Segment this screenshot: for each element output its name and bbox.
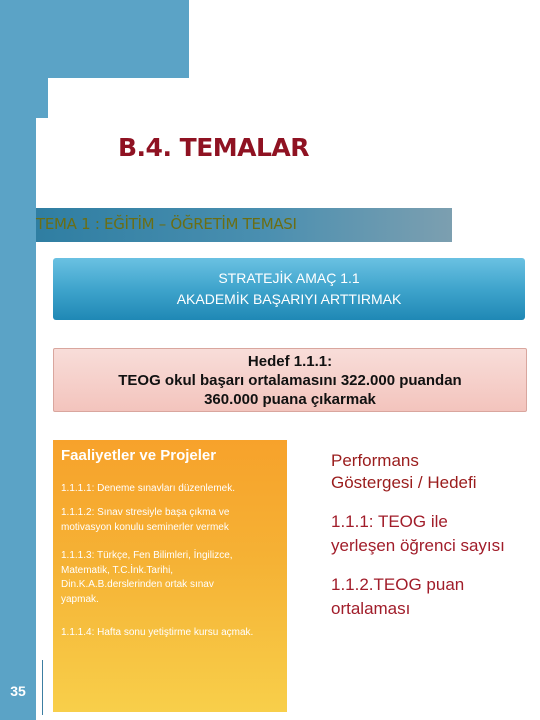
top-accent-block [36,0,189,78]
page-title: B.4. TEMALAR [118,133,310,162]
target-label: Hedef 1.1.1: [247,352,333,370]
performance-line: 1.1.2.TEOG puan [331,575,465,594]
performance-item [331,573,536,621]
target-text-line-2: 360.000 puana çıkarmak [204,390,376,408]
activity-line: motivasyon konulu seminerler vermek [61,521,229,533]
activity-line: Matematik, T.C.İnk.Tarihi, [61,564,174,576]
activity-line: yapmak. [61,593,99,605]
activity-line: 1.1.1.3: Türkçe, Fen Bilimleri, İngilizce, [61,550,233,561]
performance-line: ortalaması [331,599,411,618]
performance-line: 1.1.1: TEOG ile [331,512,448,531]
performance-heading [331,450,531,494]
performance-heading-line-1: Performans [331,451,419,470]
left-accent-bar [0,0,36,720]
theme-heading: TEMA 1 : EĞİTİM – ÖĞRETİM TEMASI [36,215,297,233]
activity-line: 1.1.1.2: Sınav stresiyle başa çıkma ve [61,507,230,518]
page-number: 35 [10,683,26,699]
activity-item [61,482,287,497]
activity-item [61,506,287,535]
activities-panel [53,440,287,712]
strategic-goal-text: AKADEMİK BAŞARIYI ARTTIRMAK [176,291,402,307]
activity-item [61,549,287,607]
performance-item [331,510,536,558]
page-number-divider [42,660,43,715]
top-accent-notch [36,78,48,118]
activity-line: 1.1.1.1: Deneme sınavları düzenlemek. [61,483,235,494]
performance-heading-line-2: Göstergesi / Hedefi [331,473,477,492]
target-text-line-1: TEOG okul başarı ortalamasını 322.000 puandan [118,371,462,389]
activity-line: 1.1.1.4: Hafta sonu yetiştirme kursu açmak. [61,627,254,638]
activity-item [61,626,287,641]
strategic-goal-label: STRATEJİK AMAÇ 1.1 [218,270,360,286]
theme-heading-bar [36,208,452,242]
strategic-goal-box [53,258,525,320]
performance-line: yerleşen öğrenci sayısı [331,536,505,555]
activity-line: Din.K.A.B.derslerinden ortak sınav [61,579,214,590]
target-box [53,348,527,412]
activities-heading: Faaliyetler ve Projeler [61,447,217,464]
